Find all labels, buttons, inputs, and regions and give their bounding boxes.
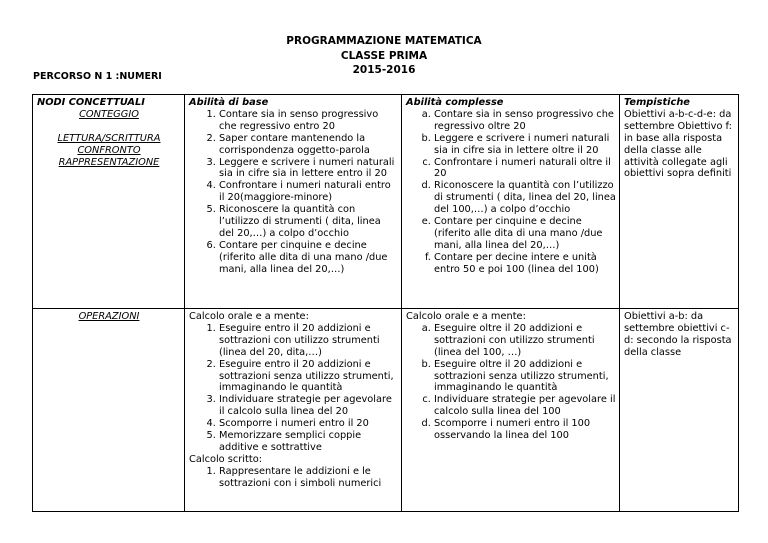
calcolo-scritto-list [189, 466, 398, 490]
list-item: d. Scomporre i numeri entro il 100 osservando la linea del 100 [434, 418, 616, 442]
abilita-complesse-cell [402, 309, 620, 512]
list-item: 4. Confrontare i numeri naturali entro il 20(maggiore-minore) [219, 180, 398, 204]
nodo-rappresentazione: RAPPRESENTAZIONE [58, 156, 160, 168]
col-header-abilita-complesse: Abilità complesse [406, 97, 504, 108]
nodo-conteggio: CONTEGGIO [79, 108, 139, 120]
list-item: 3. Individuare strategie per agevolare il calcolo sulla linea del 20 [219, 394, 398, 418]
operazioni-complesse-list [406, 323, 616, 442]
calcolo-orale-label: Calcolo orale e a mente: [406, 311, 526, 322]
abilita-complesse-list [406, 109, 616, 276]
tempistiche-text: Obiettivi a-b-c-d-e: da settembre Obiettivo f: in base alla risposta della classe alle attività collegate agli obiettivi sopra definiti [624, 108, 732, 180]
col-header-abilita-base: Abilità di base [189, 97, 269, 108]
list-item: f. Contare per decine intere e unità entro 50 e poi 100 (linea del 100) [434, 252, 616, 276]
col-header-tempistiche: Tempistiche [624, 97, 690, 108]
abilita-base-cell [185, 309, 402, 512]
document-subtitle: CLASSE PRIMA [340, 49, 428, 62]
list-item: a. Eseguire oltre il 20 addizioni e sottrazioni con utilizzo strumenti (linea del 100, …) [434, 323, 616, 359]
abilita-base-cell [185, 95, 402, 309]
nodo-confronto: CONFRONTO [77, 144, 141, 156]
list-item: 6. Contare per cinquine e decine (riferito alle dita di una mano /due mani, alla linea del 20,…) [219, 240, 398, 276]
list-item: b. Leggere e scrivere i numeri naturali sia in cifre sia in lettere oltre il 20 [434, 133, 616, 157]
list-item: 1. Rappresentare le addizioni e le sottrazioni con i simboli numerici [219, 466, 398, 490]
list-item: d. Riconoscere la quantità con l’utilizzo di strumenti ( dita, linea del 20, linea del 100,…) a colpo d’occhio [434, 180, 616, 216]
nodi-cell [33, 309, 185, 512]
nodo-operazioni: OPERAZIONI [78, 311, 140, 322]
col-header-nodi: NODI CONCETTUALI [37, 97, 145, 108]
list-item: 1. Contare sia in senso progressivo che regressivo entro 20 [219, 109, 398, 133]
operazioni-base-list [189, 323, 398, 454]
table-row [33, 95, 739, 309]
nodo-lettura-scrittura: LETTURA/SCRITTURA [57, 132, 161, 144]
tempistiche-text: Obiettivi a-b: da settembre obiettivi c-d: secondo la risposta della classe [624, 311, 732, 358]
document-title: PROGRAMMAZIONE MATEMATICA [286, 35, 482, 47]
table-row [33, 309, 739, 512]
abilita-complesse-cell [402, 95, 620, 309]
list-item: 2. Saper contare mantenendo la corrispondenza oggetto-parola [219, 133, 398, 157]
calcolo-scritto-label: Calcolo scritto: [189, 453, 262, 465]
abilita-base-list [189, 109, 398, 276]
tempistiche-cell [620, 309, 739, 512]
list-item: 2. Eseguire entro il 20 addizioni e sottrazioni senza utilizzo strumenti, immaginando le quantità [219, 359, 398, 395]
list-item: b. Eseguire oltre il 20 addizioni e sottrazioni senza utilizzo strumenti, immaginando le quantità [434, 359, 616, 395]
percorso-label: PERCORSO N 1 :NUMERI [33, 71, 162, 82]
list-item: c. Confrontare i numeri naturali oltre il 20 [434, 157, 616, 181]
list-item: 3. Leggere e scrivere i numeri naturali sia in cifre sia in lettere entro il 20 [219, 157, 398, 181]
list-item: 1. Eseguire entro il 20 addizioni e sottrazioni con utilizzo strumenti (linea del 20, dita,…) [219, 323, 398, 359]
list-item: c. Individuare strategie per agevolare il calcolo sulla linea del 100 [434, 394, 616, 418]
programming-table [32, 94, 739, 512]
list-item: 5. Memorizzare semplici coppie additive e sottrattive [219, 430, 398, 454]
list-item: a. Contare sia in senso progressivo che regressivo oltre 20 [434, 109, 616, 133]
list-item: 5. Riconoscere la quantità con l’utilizzo di strumenti ( dita, linea del 20,…) a colpo d’occhio [219, 204, 398, 240]
list-item: 4. Scomporre i numeri entro il 20 [219, 418, 398, 430]
list-item: e. Contare per cinquine e decine (riferito alle dita di una mano /due mani, alla linea del 20,…) [434, 216, 616, 252]
calcolo-orale-label: Calcolo orale e a mente: [189, 311, 309, 322]
nodi-cell [33, 95, 185, 309]
tempistiche-cell [620, 95, 739, 309]
school-year: 2015-2016 [352, 64, 416, 76]
